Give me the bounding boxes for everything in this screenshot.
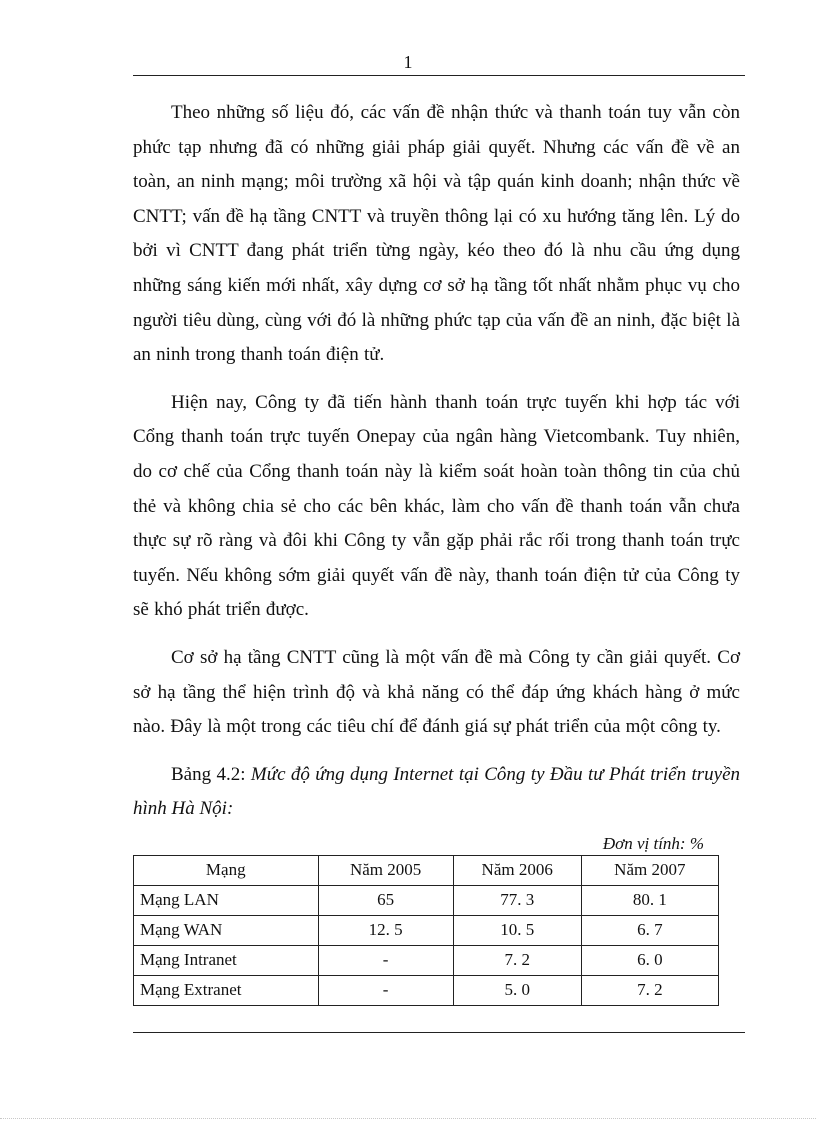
paragraph-3: Cơ sở hạ tầng CNTT cũng là một vấn đề mà Công ty cần giải quyết. Cơ sở hạ tầng thể hiện trình độ và khả năng có thể đáp ứng khách hàng ở mức nào. Đây là một trong các tiêu chí để đánh giá sự phát triển của một công ty. — [133, 646, 740, 738]
row-label: Mạng Intranet — [134, 945, 319, 975]
header-divider — [133, 75, 745, 76]
table-caption-label: Bảng 4.2: — [171, 763, 251, 785]
document-body — [133, 96, 740, 1006]
paragraph-2: Hiện nay, Công ty đã tiến hành thanh toán trực tuyến khi hợp tác với Cổng thanh toán trực tuyến Onepay của ngân hàng Vietcombank. Tuy nhiên, do cơ chế của Cổng thanh toán này là kiểm soát hoàn toàn thông tin của chủ thẻ và không chia sẻ cho các bên khác, làm cho vấn đề thanh toán vẫn chưa thực sự rõ ràng và đôi khi Công ty vẫn gặp phải rắc rối trong thanh toán trực tuyến. Nếu không sớm giải quyết vấn đề này, thanh toán điện tử của Công ty sẽ khó phát triển được. — [133, 391, 740, 621]
header-year-2005: Năm 2005 — [318, 855, 453, 885]
cell-2005: 65 — [318, 885, 453, 915]
cell-2006: 10. 5 — [453, 915, 581, 945]
footer-divider — [133, 1032, 745, 1033]
table-header-row — [134, 855, 719, 885]
page-edge — [0, 1118, 816, 1119]
cell-2007: 6. 7 — [581, 915, 718, 945]
cell-2005: 12. 5 — [318, 915, 453, 945]
page-number: 1 — [403, 52, 413, 72]
cell-2006: 5. 0 — [453, 975, 581, 1005]
header-year-2007: Năm 2007 — [581, 855, 718, 885]
header-network: Mạng — [134, 855, 319, 885]
cell-2005: - — [318, 975, 453, 1005]
header-year-2006: Năm 2006 — [453, 855, 581, 885]
table-row — [134, 975, 719, 1005]
internet-usage-table — [133, 855, 719, 1006]
table-row — [134, 885, 719, 915]
cell-2007: 6. 0 — [581, 945, 718, 975]
cell-2005: - — [318, 945, 453, 975]
row-label: Mạng LAN — [134, 885, 319, 915]
paragraph-1: Theo những số liệu đó, các vấn đề nhận thức và thanh toán tuy vẫn còn phức tạp nhưng đã có những giải pháp giải quyết. Nhưng các vấn đề về an toàn, an ninh mạng; môi trường xã hội và tập quán kinh doanh; nhận thức về CNTT; vấn đề hạ tầng CNTT và truyền thông lại có xu hướng tăng lên. Lý do bởi vì CNTT đang phát triển từng ngày, kéo theo đó là nhu cầu ứng dụng những sáng kiến mới nhất, xây dựng cơ sở hạ tầng tốt nhất nhằm phục vụ cho người tiêu dùng, cùng với đó là những phức tạp của vấn đề an ninh, đặc biệt là an ninh trong thanh toán điện tử. — [133, 102, 740, 366]
cell-2007: 7. 2 — [581, 975, 718, 1005]
table-row — [134, 945, 719, 975]
row-label: Mạng Extranet — [134, 975, 319, 1005]
unit-note: Đơn vị tính: % — [602, 833, 704, 853]
cell-2006: 7. 2 — [453, 945, 581, 975]
row-label: Mạng WAN — [134, 915, 319, 945]
table-row — [134, 915, 719, 945]
cell-2006: 77. 3 — [453, 885, 581, 915]
cell-2007: 80. 1 — [581, 885, 718, 915]
table-caption — [133, 758, 740, 826]
table-caption-title: Mức độ ứng dụng Internet tại Công ty Đầu tư Phát triển truyền hình Hà Nội: — [133, 763, 740, 819]
